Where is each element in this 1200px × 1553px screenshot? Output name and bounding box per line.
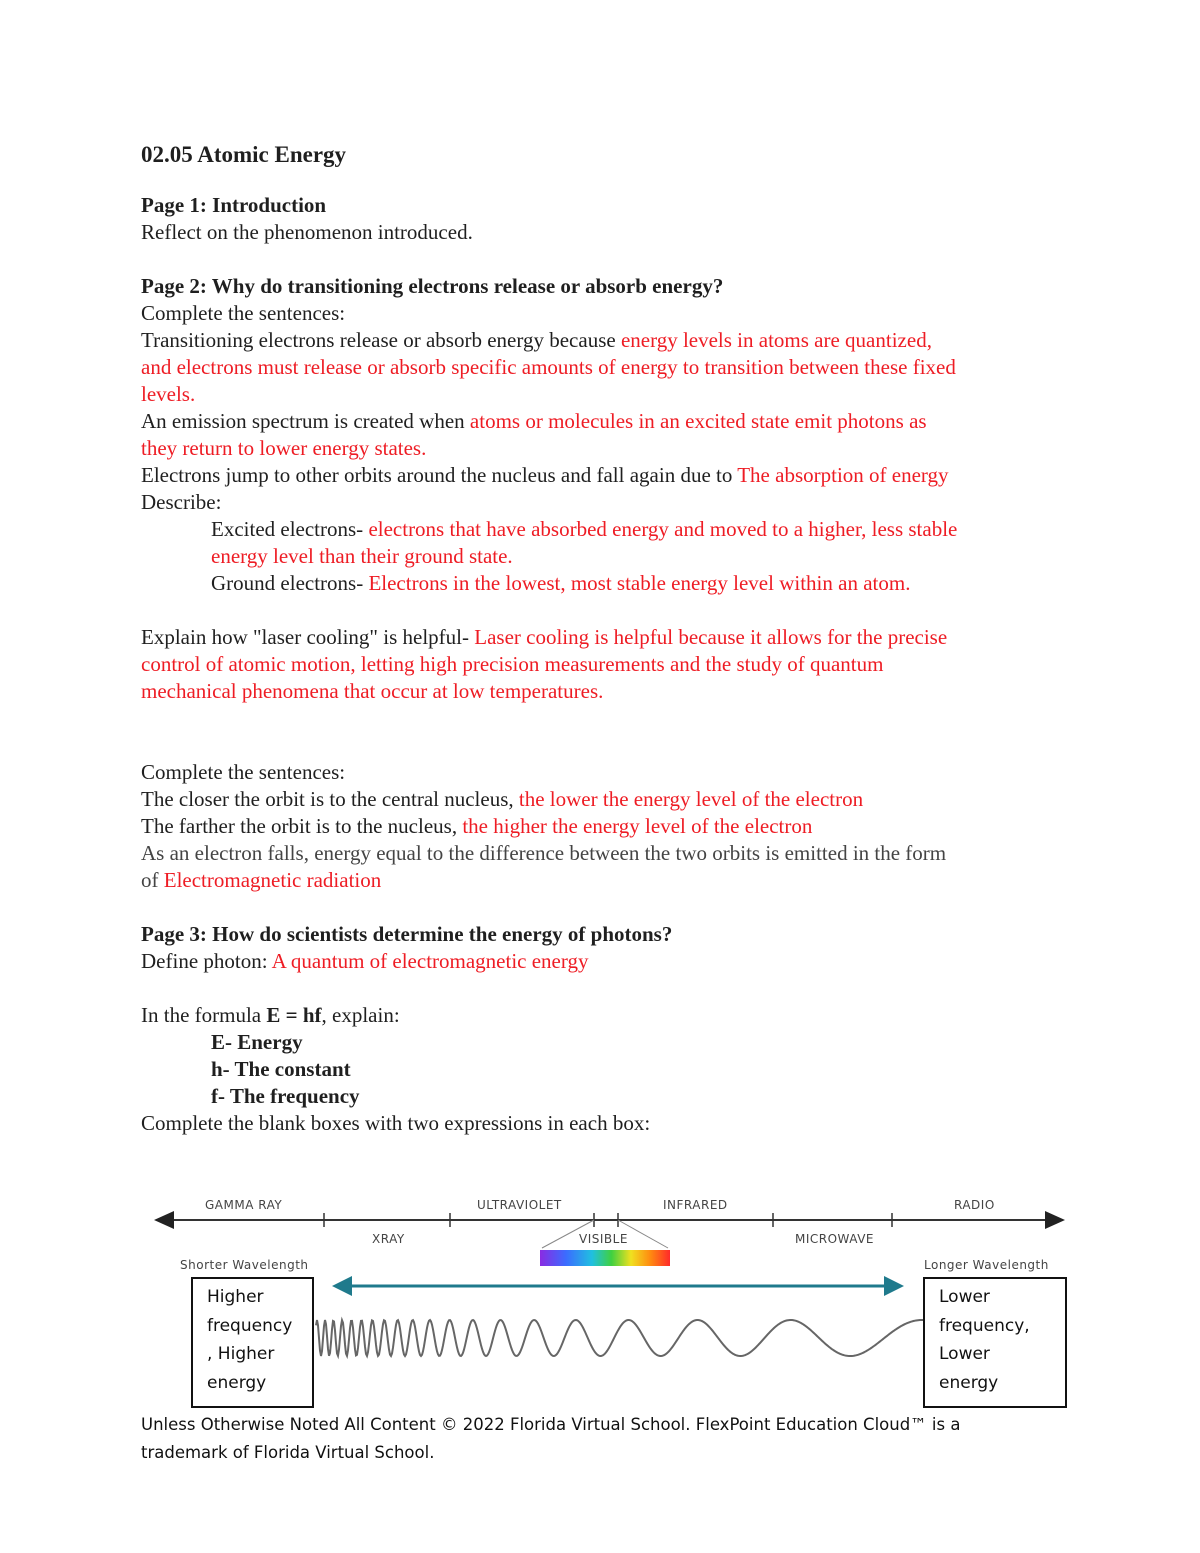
ground-answer: Electrons in the lowest, most stable energy level within an atom.: [368, 571, 911, 595]
boxes-instruction: Complete the blank boxes with two expressions in each box:: [141, 1111, 651, 1135]
falls-sentence: As an electron falls, energy equal to the difference between the two orbits is emitted in the form: [141, 841, 947, 865]
falls-prompt-end: of: [141, 868, 164, 892]
label-visible: VISIBLE: [579, 1232, 628, 1246]
laser-answer-cont: control of atomic motion, letting high precision measurements and the study of quantum: [141, 652, 884, 676]
sentence-1-answer-end: levels.: [141, 382, 196, 406]
closer-answer: the lower the energy level of the electron: [518, 787, 864, 811]
formula: E = hf: [266, 1003, 322, 1027]
h-definition: h- The constant: [211, 1057, 351, 1081]
sentence-1: [141, 327, 1071, 354]
f-definition: f- The frequency: [211, 1084, 360, 1108]
page2-instruction: Complete the sentences:: [141, 301, 346, 325]
e-definition: E- Energy: [211, 1030, 303, 1054]
ground-electrons: [141, 570, 1071, 597]
sentence-2-answer-cont: they return to lower energy states.: [141, 436, 427, 460]
spectrum-axis: [154, 1211, 1065, 1229]
label-microwave: MICROWAVE: [795, 1232, 874, 1246]
excited-answer: electrons that have absorbed energy and moved to a higher, less stable: [368, 517, 958, 541]
excited-electrons: [141, 516, 1071, 543]
sentence-3-prompt: Electrons jump to other orbits around the nucleus and fall again due to: [141, 463, 738, 487]
sentence-2-prompt: An emission spectrum is created when: [141, 409, 470, 433]
define-prompt: Define photon:: [141, 949, 272, 973]
visible-light-band: [540, 1250, 670, 1266]
falls-sentence-end: [141, 867, 1071, 894]
laser-prompt: Explain how "laser cooling" is helpful-: [141, 625, 475, 649]
box-line: Lower: [939, 1287, 990, 1307]
box-line: frequency: [207, 1315, 293, 1336]
label-gamma-ray: GAMMA RAY: [205, 1198, 283, 1212]
laser-answer: Laser cooling is helpful because it allows for the precise: [474, 625, 948, 649]
formula-sentence: [141, 1002, 1071, 1029]
box-line: , Higher: [207, 1344, 275, 1364]
box-line: Lower: [939, 1344, 990, 1364]
wave-line: [316, 1320, 924, 1356]
footer-line-2: trademark of Florida Virtual School.: [141, 1443, 435, 1462]
sentence-1-answer: energy levels in atoms are quantized,: [620, 328, 932, 352]
label-radio: RADIO: [954, 1198, 995, 1212]
farther-answer: the higher the energy level of the electron: [462, 814, 813, 838]
define-answer: A quantum of electromagnetic energy: [271, 949, 589, 973]
page3-heading: Page 3: How do scientists determine the energy of photons?: [141, 922, 673, 946]
page1-heading: Page 1: Introduction: [141, 193, 327, 217]
laser-answer-end: mechanical phenomena that occur at low temperatures.: [141, 679, 604, 703]
document-title: 02.05 Atomic Energy: [141, 142, 347, 167]
label-shorter-wavelength: Shorter Wavelength: [180, 1258, 309, 1272]
describe-label: Describe:: [141, 490, 222, 514]
label-infrared: INFRARED: [663, 1198, 728, 1212]
sentence-1-answer-cont: and electrons must release or absorb specific amounts of energy to transition between these fixed: [141, 355, 956, 379]
sentence-2-answer: atoms or molecules in an excited state emit photons as: [469, 409, 927, 433]
box-line: energy: [207, 1372, 267, 1393]
formula-prompt-end: , explain:: [321, 1003, 400, 1027]
excited-answer-cont: energy level than their ground state.: [211, 544, 513, 568]
farther-prompt: The farther the orbit is to the nucleus,: [141, 814, 463, 838]
box-line: energy: [939, 1372, 999, 1393]
sentence-2: [141, 408, 1071, 435]
footer-line-1: Unless Otherwise Noted All Content © 2022 Florida Virtual School. FlexPoint Education Cloud™ is a: [141, 1415, 961, 1434]
page2-instruction-2: Complete the sentences:: [141, 760, 346, 784]
laser-cooling: [141, 624, 1071, 651]
closer-sentence: [141, 786, 1071, 813]
ground-label: Ground electrons-: [211, 571, 369, 595]
excited-label: Excited electrons-: [211, 517, 369, 541]
page1-text: Reflect on the phenomenon introduced.: [141, 220, 473, 244]
answer-box-short-wavelength: [191, 1277, 314, 1408]
page2-heading: Page 2: Why do transitioning electrons release or absorb energy?: [141, 274, 724, 298]
sentence-3-answer: The absorption of energy: [737, 463, 949, 487]
answer-box-long-wavelength: [923, 1277, 1067, 1408]
wavelength-arrow: [332, 1276, 904, 1296]
label-ultraviolet: ULTRAVIOLET: [477, 1198, 562, 1212]
sentence-3: [141, 462, 1071, 489]
box-line: Higher: [207, 1287, 264, 1307]
label-xray: XRAY: [372, 1232, 405, 1246]
farther-sentence: [141, 813, 1071, 840]
copyright-footer: [141, 1411, 1041, 1467]
closer-prompt: The closer the orbit is to the central nucleus,: [141, 787, 519, 811]
formula-prompt: In the formula: [141, 1003, 267, 1027]
label-longer-wavelength: Longer Wavelength: [924, 1258, 1049, 1272]
falls-answer: Electromagnetic radiation: [163, 868, 382, 892]
box-line: frequency,: [939, 1315, 1030, 1336]
document-body: [141, 140, 1071, 1137]
sentence-1-prompt: Transitioning electrons release or absorb energy because: [141, 328, 621, 352]
define-photon: [141, 948, 1071, 975]
